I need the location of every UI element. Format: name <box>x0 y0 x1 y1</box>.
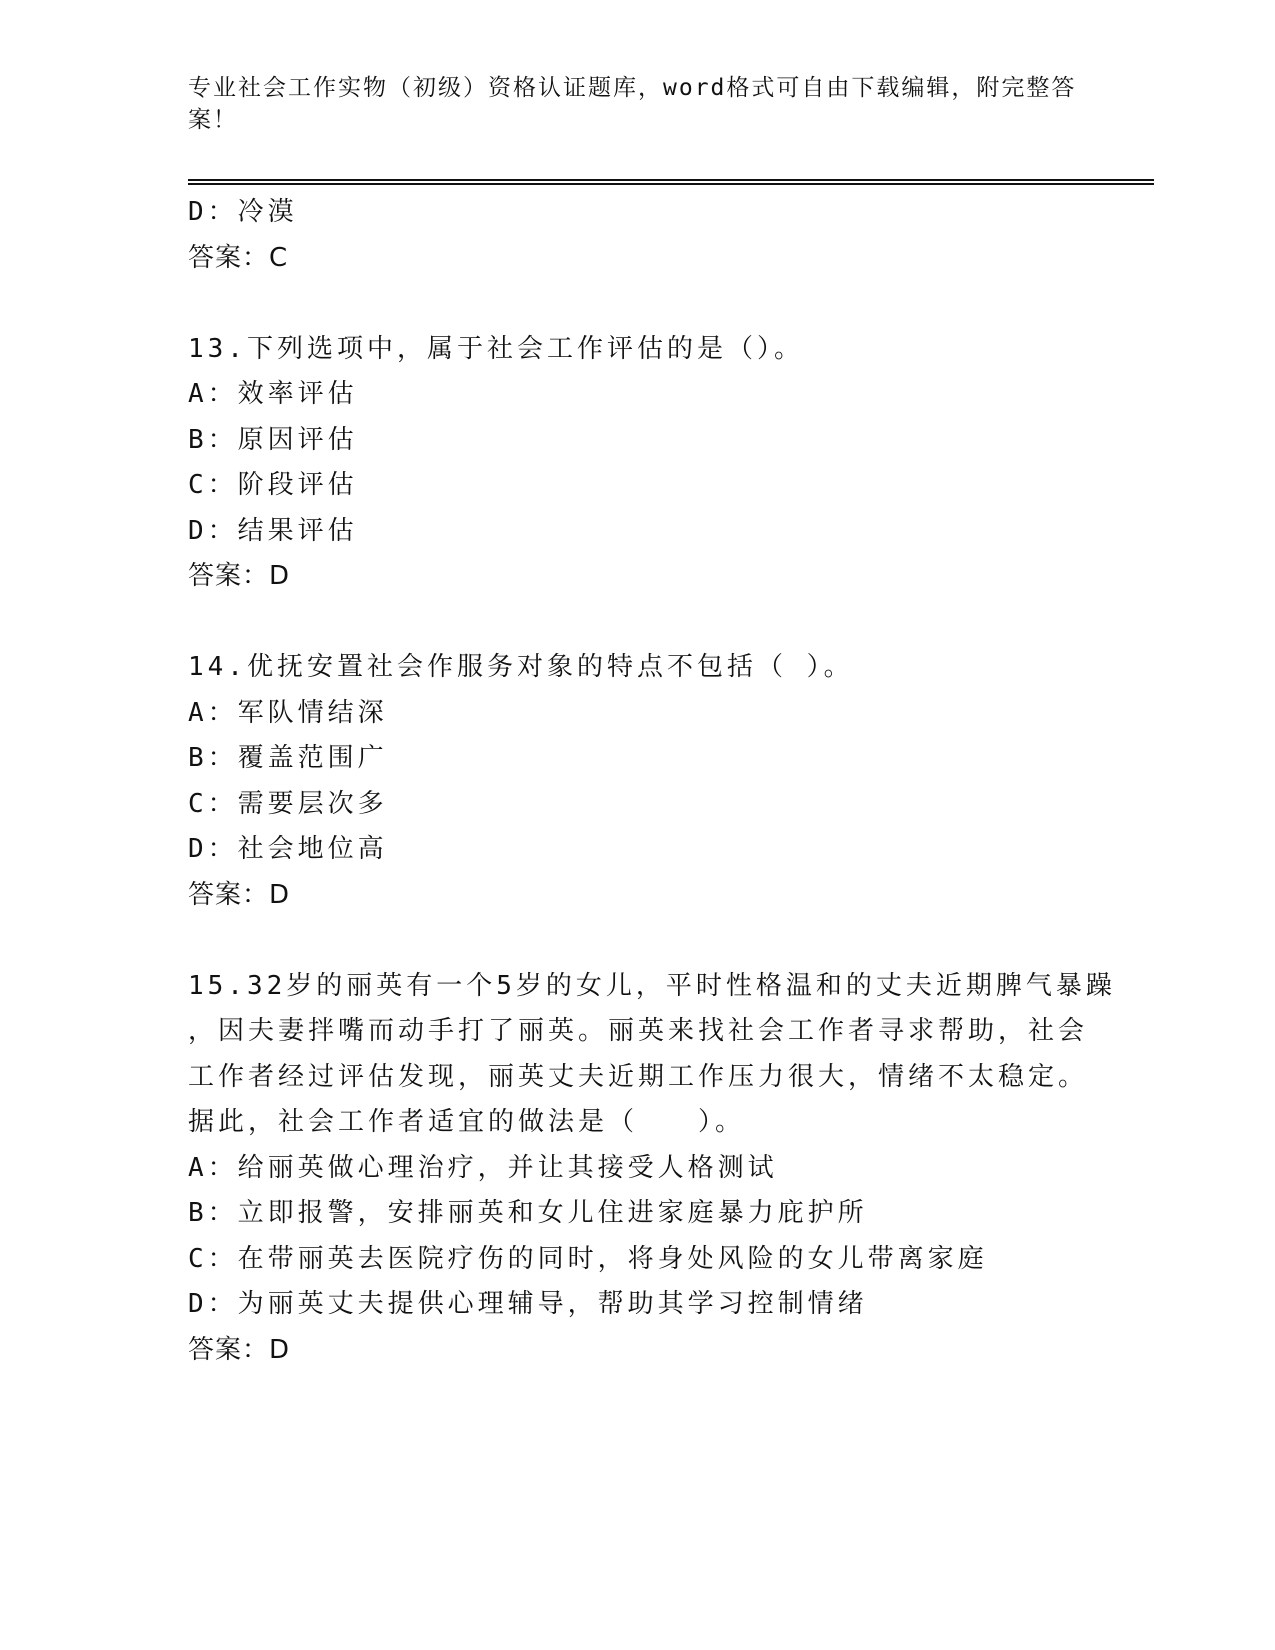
q15-option-b: B：立即报警，安排丽英和女儿住进家庭暴力庇护所 <box>188 1198 868 1228</box>
header-divider-bottom <box>188 183 1154 185</box>
q13-option-a: A：效率评估 <box>188 379 358 409</box>
q13-option-c: C：阶段评估 <box>188 470 358 500</box>
q15-answer: 答案：D <box>188 1334 291 1365</box>
q15-option-a: A：给丽英做心理治疗，并让其接受人格测试 <box>188 1152 778 1183</box>
q14-option-c: C：需要层次多 <box>188 788 388 819</box>
q14-answer: 答案：D <box>188 879 291 910</box>
q15-stem-line: 工作者经过评估发现，丽英丈夫近期工作压力很大，情绪不太稳定。 <box>188 1061 1089 1092</box>
q14-option-a: A：军队情结深 <box>188 697 388 728</box>
q15-stem-line: 据此，社会工作者适宜的做法是（ ）。 <box>188 1107 746 1137</box>
q13-option-b: B：原因评估 <box>188 424 358 455</box>
question-content <box>188 190 1116 1373</box>
q14-option-b: B：覆盖范围广 <box>188 743 388 773</box>
q12-option-d: D：冷漠 <box>188 197 298 227</box>
q14-stem: 14.优抚安置社会作服务对象的特点不包括（ ）。 <box>188 652 854 682</box>
q15-stem-line: ，因夫妻拌嘴而动手打了丽英。丽英来找社会工作者寻求帮助，社会 <box>188 1016 1089 1046</box>
q15-stem-line: 15.32岁的丽英有一个5岁的女儿，平时性格温和的丈夫近期脾气暴躁 <box>188 970 1116 1001</box>
header-divider-top <box>188 179 1154 181</box>
spacer <box>188 281 1088 327</box>
q13-answer: 答案：D <box>188 561 291 591</box>
document-header: 专业社会工作实物（初级）资格认证题库，word格式可自由下载编辑，附完整答案！ <box>188 75 1077 133</box>
q13-stem: 13.下列选项中，属于社会工作评估的是（）。 <box>188 333 804 364</box>
q15-option-d: D：为丽英丈夫提供心理辅导，帮助其学习控制情绪 <box>188 1289 868 1319</box>
q14-option-d: D：社会地位高 <box>188 834 388 864</box>
spacer <box>188 600 1088 646</box>
spacer <box>188 918 1088 964</box>
q15-option-c: C：在带丽英去医院疗伤的同时，将身处风险的女儿带离家庭 <box>188 1243 988 1274</box>
q12-answer: 答案：C <box>188 242 289 273</box>
q13-option-d: D：结果评估 <box>188 515 358 546</box>
